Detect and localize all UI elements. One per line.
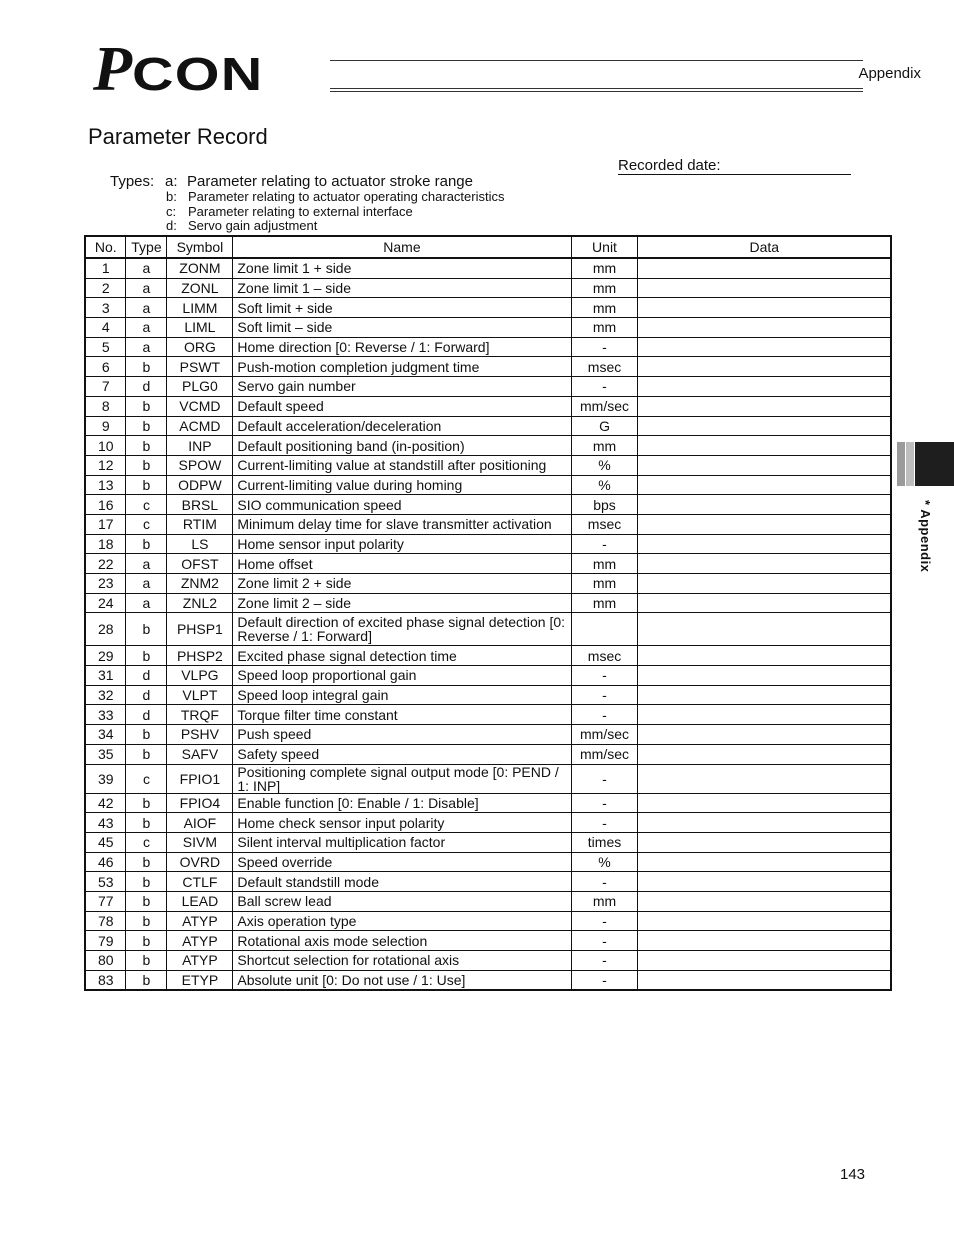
cell-name: Servo gain number [233,377,571,397]
cell-name: Push speed [233,725,571,745]
cell-data [638,725,891,745]
table-row [85,495,891,515]
table-row [85,514,891,534]
logo-letter-p: P [93,33,131,104]
cell-no: 39 [85,764,126,793]
cell-name: SIO communication speed [233,495,571,515]
cell-symbol: PSWT [167,357,233,377]
cell-no: 31 [85,666,126,686]
cell-unit: - [571,534,638,554]
types-legend-row [110,219,505,234]
cell-no: 3 [85,298,126,318]
cell-symbol: AIOF [167,813,233,833]
cell-data [638,705,891,725]
table-row [85,970,891,990]
table-row [85,318,891,338]
header-rule-top [330,60,863,61]
cell-unit: - [571,872,638,892]
type-description: Parameter relating to actuator operating characteristics [188,189,505,204]
cell-no: 18 [85,534,126,554]
cell-symbol: LEAD [167,891,233,911]
cell-type: b [126,951,167,971]
cell-type: b [126,793,167,813]
cell-name: Default standstill mode [233,872,571,892]
cell-type: a [126,258,167,278]
cell-name: Speed loop integral gain [233,685,571,705]
cell-no: 10 [85,436,126,456]
cell-data [638,813,891,833]
side-tab-label: * Appendix [918,500,933,573]
cell-data [638,396,891,416]
cell-no: 4 [85,318,126,338]
cell-data [638,298,891,318]
cell-name: Minimum delay time for slave transmitter activation [233,514,571,534]
cell-no: 16 [85,495,126,515]
cell-symbol: VLPG [167,666,233,686]
cell-symbol: ACMD [167,416,233,436]
cell-no: 78 [85,911,126,931]
cell-no: 45 [85,832,126,852]
table-row [85,475,891,495]
cell-unit: - [571,970,638,990]
table-header-row [85,236,891,258]
cell-type: d [126,705,167,725]
cell-symbol: BRSL [167,495,233,515]
cell-symbol: SIVM [167,832,233,852]
cell-symbol: VCMD [167,396,233,416]
cell-no: 35 [85,744,126,764]
column-header-data: Data [638,236,891,258]
cell-name: Speed loop proportional gain [233,666,571,686]
header-rule-bottom [330,88,863,89]
cell-no: 43 [85,813,126,833]
cell-type: b [126,744,167,764]
cell-type: b [126,725,167,745]
cell-data [638,666,891,686]
cell-unit: mm [571,258,638,278]
cell-type: b [126,891,167,911]
cell-type: a [126,298,167,318]
logo-letters-con: CON [132,48,264,100]
cell-unit: mm [571,318,638,338]
type-description: Servo gain adjustment [188,218,318,233]
table-row [85,705,891,725]
header-section-label: Appendix [858,65,921,82]
cell-name: Soft limit + side [233,298,571,318]
cell-no: 79 [85,931,126,951]
cell-name: Home sensor input polarity [233,534,571,554]
cell-unit: msec [571,514,638,534]
cell-name: Home check sensor input polarity [233,813,571,833]
cell-type: b [126,852,167,872]
types-legend [110,173,505,234]
cell-data [638,436,891,456]
cell-unit: bps [571,495,638,515]
cell-unit: msec [571,646,638,666]
type-key: d: [166,218,177,233]
cell-data [638,744,891,764]
cell-data [638,613,891,646]
cell-data [638,455,891,475]
cell-unit: msec [571,357,638,377]
cell-name: Current-limiting value at standstill after positioning [233,455,571,475]
cell-data [638,377,891,397]
cell-unit: G [571,416,638,436]
cell-unit: - [571,666,638,686]
cell-no: 12 [85,455,126,475]
cell-symbol: LIML [167,318,233,338]
cell-type: b [126,911,167,931]
cell-name: Absolute unit [0: Do not use / 1: Use] [233,970,571,990]
cell-name: Home offset [233,554,571,574]
header-rule-bottom-double [330,91,863,92]
cell-symbol: ATYP [167,911,233,931]
cell-type: d [126,377,167,397]
table-row [85,278,891,298]
cell-unit: mm/sec [571,744,638,764]
table-row [85,911,891,931]
cell-no: 24 [85,593,126,613]
table-row [85,872,891,892]
cell-type: d [126,685,167,705]
cell-data [638,258,891,278]
cell-data [638,514,891,534]
cell-symbol: SPOW [167,455,233,475]
cell-unit: mm [571,298,638,318]
cell-symbol: ATYP [167,951,233,971]
cell-unit: - [571,764,638,793]
cell-data [638,852,891,872]
cell-data [638,534,891,554]
table-row [85,554,891,574]
cell-no: 80 [85,951,126,971]
side-tab-stripe [906,442,914,486]
table-row [85,574,891,594]
table-row [85,534,891,554]
table-row [85,396,891,416]
cell-unit: - [571,337,638,357]
cell-name: Zone limit 1 + side [233,258,571,278]
cell-symbol: ZONL [167,278,233,298]
type-key: a: [165,173,178,190]
cell-name: Silent interval multiplication factor [233,832,571,852]
cell-symbol: ODPW [167,475,233,495]
cell-symbol: CTLF [167,872,233,892]
cell-type: b [126,970,167,990]
cell-unit: - [571,911,638,931]
cell-type: c [126,514,167,534]
cell-data [638,318,891,338]
types-legend-row [110,205,505,220]
table-row [85,852,891,872]
cell-unit: mm [571,436,638,456]
cell-symbol: OFST [167,554,233,574]
type-description: Parameter relating to external interface [188,203,413,219]
cell-name: Positioning complete signal output mode [0: PEND / 1: INP] [233,764,571,793]
cell-type: c [126,495,167,515]
type-description: Parameter relating to actuator stroke range [187,173,473,190]
cell-no: 17 [85,514,126,534]
cell-no: 33 [85,705,126,725]
cell-data [638,931,891,951]
cell-name: Axis operation type [233,911,571,931]
parameter-table [84,235,892,991]
cell-symbol: PHSP1 [167,613,233,646]
table-row [85,436,891,456]
cell-type: a [126,337,167,357]
cell-type: b [126,416,167,436]
table-row [85,764,891,793]
table-row [85,298,891,318]
cell-type: b [126,475,167,495]
cell-data [638,495,891,515]
pcon-logo [93,33,264,104]
cell-data [638,646,891,666]
cell-data [638,593,891,613]
table-row [85,258,891,278]
cell-name: Speed override [233,852,571,872]
cell-data [638,764,891,793]
cell-name: Rotational axis mode selection [233,931,571,951]
cell-no: 7 [85,377,126,397]
cell-data [638,911,891,931]
cell-symbol: VLPT [167,685,233,705]
cell-unit: mm/sec [571,396,638,416]
cell-symbol: FPIO1 [167,764,233,793]
cell-unit: % [571,475,638,495]
cell-type: a [126,278,167,298]
cell-name: Torque filter time constant [233,705,571,725]
cell-name: Default positioning band (in-position) [233,436,571,456]
cell-data [638,416,891,436]
cell-symbol: ETYP [167,970,233,990]
recorded-date-field: Recorded date: [618,157,851,175]
table-row [85,744,891,764]
cell-symbol: ORG [167,337,233,357]
cell-symbol: PSHV [167,725,233,745]
cell-no: 23 [85,574,126,594]
cell-unit: - [571,685,638,705]
cell-unit: % [571,852,638,872]
cell-symbol: RTIM [167,514,233,534]
cell-unit: - [571,813,638,833]
cell-no: 32 [85,685,126,705]
cell-no: 28 [85,613,126,646]
table-row [85,931,891,951]
cell-name: Default speed [233,396,571,416]
column-header-type: Type [126,236,167,258]
cell-type: b [126,357,167,377]
table-row [85,416,891,436]
cell-type: c [126,832,167,852]
cell-name: Shortcut selection for rotational axis [233,951,571,971]
cell-symbol: INP [167,436,233,456]
cell-no: 9 [85,416,126,436]
cell-symbol: ZNM2 [167,574,233,594]
cell-data [638,793,891,813]
cell-name: Safety speed [233,744,571,764]
cell-data [638,574,891,594]
type-key: b: [166,189,177,204]
cell-name: Zone limit 2 – side [233,593,571,613]
cell-unit: - [571,931,638,951]
page-title: Parameter Record [88,124,268,149]
cell-no: 77 [85,891,126,911]
cell-data [638,554,891,574]
column-header-name: Name [233,236,571,258]
cell-no: 29 [85,646,126,666]
types-legend-first-row [110,173,505,190]
side-tab-block [915,442,954,486]
cell-name: Current-limiting value during homing [233,475,571,495]
cell-name: Ball screw lead [233,891,571,911]
type-key: c: [166,203,177,219]
cell-type: a [126,554,167,574]
cell-no: 34 [85,725,126,745]
table-row [85,377,891,397]
cell-name: Soft limit – side [233,318,571,338]
cell-unit: mm/sec [571,725,638,745]
cell-name: Default acceleration/deceleration [233,416,571,436]
cell-symbol: ZNL2 [167,593,233,613]
table-row [85,951,891,971]
cell-no: 6 [85,357,126,377]
cell-name: Default direction of excited phase signal detection [0: Reverse / 1: Forward] [233,613,571,646]
page-number: 143 [840,1166,866,1183]
cell-name: Push-motion completion judgment time [233,357,571,377]
table-row [85,725,891,745]
cell-type: b [126,436,167,456]
cell-name: Enable function [0: Enable / 1: Disable] [233,793,571,813]
cell-unit: - [571,793,638,813]
cell-data [638,357,891,377]
cell-data [638,685,891,705]
cell-unit: - [571,377,638,397]
cell-no: 1 [85,258,126,278]
cell-type: a [126,574,167,594]
table-row [85,337,891,357]
cell-unit: mm [571,574,638,594]
cell-unit: times [571,832,638,852]
cell-type: b [126,534,167,554]
cell-name: Zone limit 2 + side [233,574,571,594]
cell-no: 22 [85,554,126,574]
cell-symbol: FPIO4 [167,793,233,813]
cell-unit: mm [571,554,638,574]
cell-symbol: PHSP2 [167,646,233,666]
table-row [85,613,891,646]
cell-type: b [126,613,167,646]
cell-data [638,475,891,495]
table-row [85,813,891,833]
table-row [85,646,891,666]
cell-symbol: OVRD [167,852,233,872]
cell-symbol: SAFV [167,744,233,764]
cell-unit: - [571,951,638,971]
cell-type: b [126,396,167,416]
table-row [85,455,891,475]
cell-type: d [126,666,167,686]
types-legend-row [110,190,505,205]
table-row [85,666,891,686]
cell-no: 46 [85,852,126,872]
table-row [85,593,891,613]
cell-no: 13 [85,475,126,495]
cell-type: b [126,872,167,892]
appendix-side-tab [897,442,954,486]
cell-unit [571,613,638,646]
cell-name: Home direction [0: Reverse / 1: Forward] [233,337,571,357]
cell-symbol: ZONM [167,258,233,278]
parameter-table-body [85,258,891,990]
cell-no: 42 [85,793,126,813]
cell-symbol: TRQF [167,705,233,725]
cell-unit: - [571,705,638,725]
column-header-no: No. [85,236,126,258]
cell-type: b [126,455,167,475]
table-row [85,685,891,705]
column-header-symbol: Symbol [167,236,233,258]
cell-data [638,891,891,911]
table-row [85,357,891,377]
cell-data [638,832,891,852]
cell-type: c [126,764,167,793]
cell-unit: mm [571,278,638,298]
cell-symbol: PLG0 [167,377,233,397]
cell-no: 5 [85,337,126,357]
cell-no: 8 [85,396,126,416]
cell-name: Zone limit 1 – side [233,278,571,298]
cell-symbol: LS [167,534,233,554]
table-row [85,793,891,813]
cell-no: 83 [85,970,126,990]
cell-data [638,278,891,298]
cell-data [638,872,891,892]
table-row [85,832,891,852]
cell-type: b [126,931,167,951]
column-header-unit: Unit [571,236,638,258]
cell-type: a [126,318,167,338]
cell-unit: % [571,455,638,475]
cell-type: b [126,813,167,833]
cell-unit: mm [571,891,638,911]
cell-type: b [126,646,167,666]
cell-data [638,970,891,990]
cell-no: 2 [85,278,126,298]
cell-symbol: ATYP [167,931,233,951]
side-tab-stripe [897,442,905,486]
table-row [85,891,891,911]
cell-type: a [126,593,167,613]
cell-no: 53 [85,872,126,892]
types-label: Types: [110,173,155,190]
cell-unit: mm [571,593,638,613]
cell-name: Excited phase signal detection time [233,646,571,666]
cell-symbol: LIMM [167,298,233,318]
cell-data [638,951,891,971]
cell-data [638,337,891,357]
